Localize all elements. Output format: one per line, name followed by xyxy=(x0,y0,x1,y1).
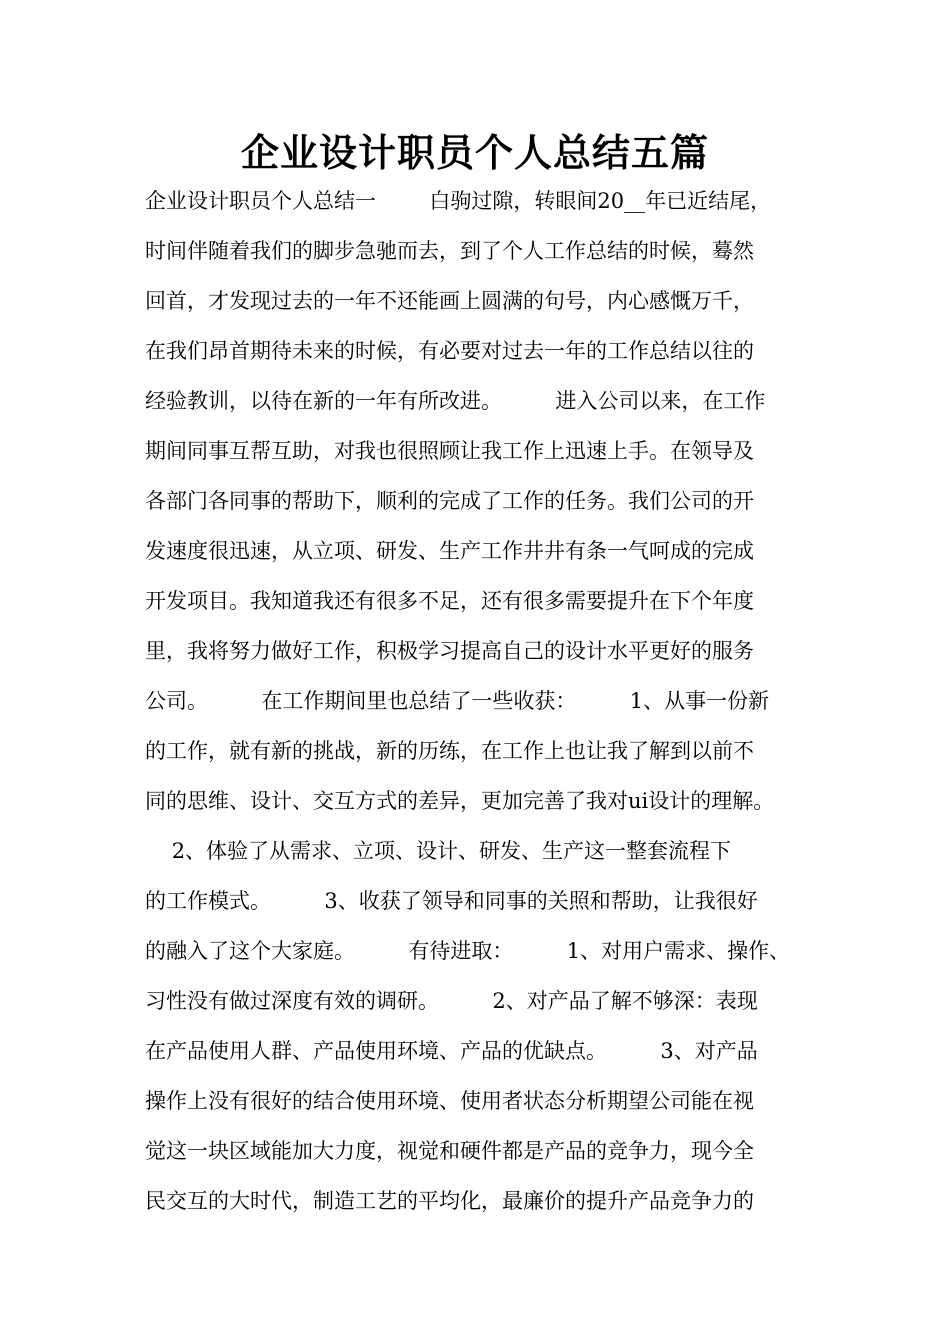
body-line: 回首，才发现过去的一年不还能画上圆满的句号，内心感慨万千， xyxy=(145,289,754,313)
body-line: 的工作模式。 3、收获了领导和同事的关照和帮助，让我很好 xyxy=(145,889,758,913)
document-title: 企业设计职员个人总结五篇 xyxy=(240,130,709,175)
body-line: 开发项目。我知道我还有很多不足，还有很多需要提升在下个年度 xyxy=(145,589,754,613)
body-line: 各部门各同事的帮助下，顺利的完成了工作的任务。我们公司的开 xyxy=(145,489,754,513)
body-line: 经验教训，以待在新的一年有所改进。 进入公司以来，在工作 xyxy=(145,389,766,413)
body-line: 觉这一块区域能加大力度，视觉和硬件都是产品的竞争力，现今全 xyxy=(145,1139,754,1163)
body-line: 在我们昂首期待未来的时候，有必要对过去一年的工作总结以往的 xyxy=(145,339,754,363)
body-line: 发速度很迅速，从立项、研发、生产工作井井有条一气呵成的完成 xyxy=(145,539,754,563)
body-line: 里，我将努力做好工作，积极学习提高自己的设计水平更好的服务 xyxy=(145,639,754,663)
body-line: 同的思维、设计、交互方式的差异，更加完善了我对ui设计的理解。 xyxy=(145,789,775,813)
body-line: 民交互的大时代，制造工艺的平均化，最廉价的提升产品竞争力的 xyxy=(145,1189,754,1213)
body-line: 时间伴随着我们的脚步急驰而去，到了个人工作总结的时候，蓦然 xyxy=(145,239,754,263)
body-line: 的工作，就有新的挑战，新的历练，在工作上也让我了解到以前不 xyxy=(145,739,754,763)
body-line: 在产品使用人群、产品使用环境、产品的优缺点。 3、对产品 xyxy=(145,1039,758,1063)
body-line: 公司。 在工作期间里也总结了一些收获： 1、从事一份新 xyxy=(145,689,770,713)
body-line: 企业设计职员个人总结一 白驹过隙，转眼间20__年已近结尾， xyxy=(145,189,772,213)
body-line: 2、体验了从需求、立项、设计、研发、生产这一整套流程下 xyxy=(145,839,732,863)
body-line: 操作上没有很好的结合使用环境、使用者状态分析期望公司能在视 xyxy=(145,1089,754,1113)
body-line: 期间同事互帮互助，对我也很照顾让我工作上迅速上手。在领导及 xyxy=(145,439,754,463)
body-line: 习性没有做过深度有效的调研。 2、对产品了解不够深：表现 xyxy=(145,989,758,1013)
body-line: 的融入了这个大家庭。 有待进取： 1、对用户需求、操作、 xyxy=(145,939,791,963)
